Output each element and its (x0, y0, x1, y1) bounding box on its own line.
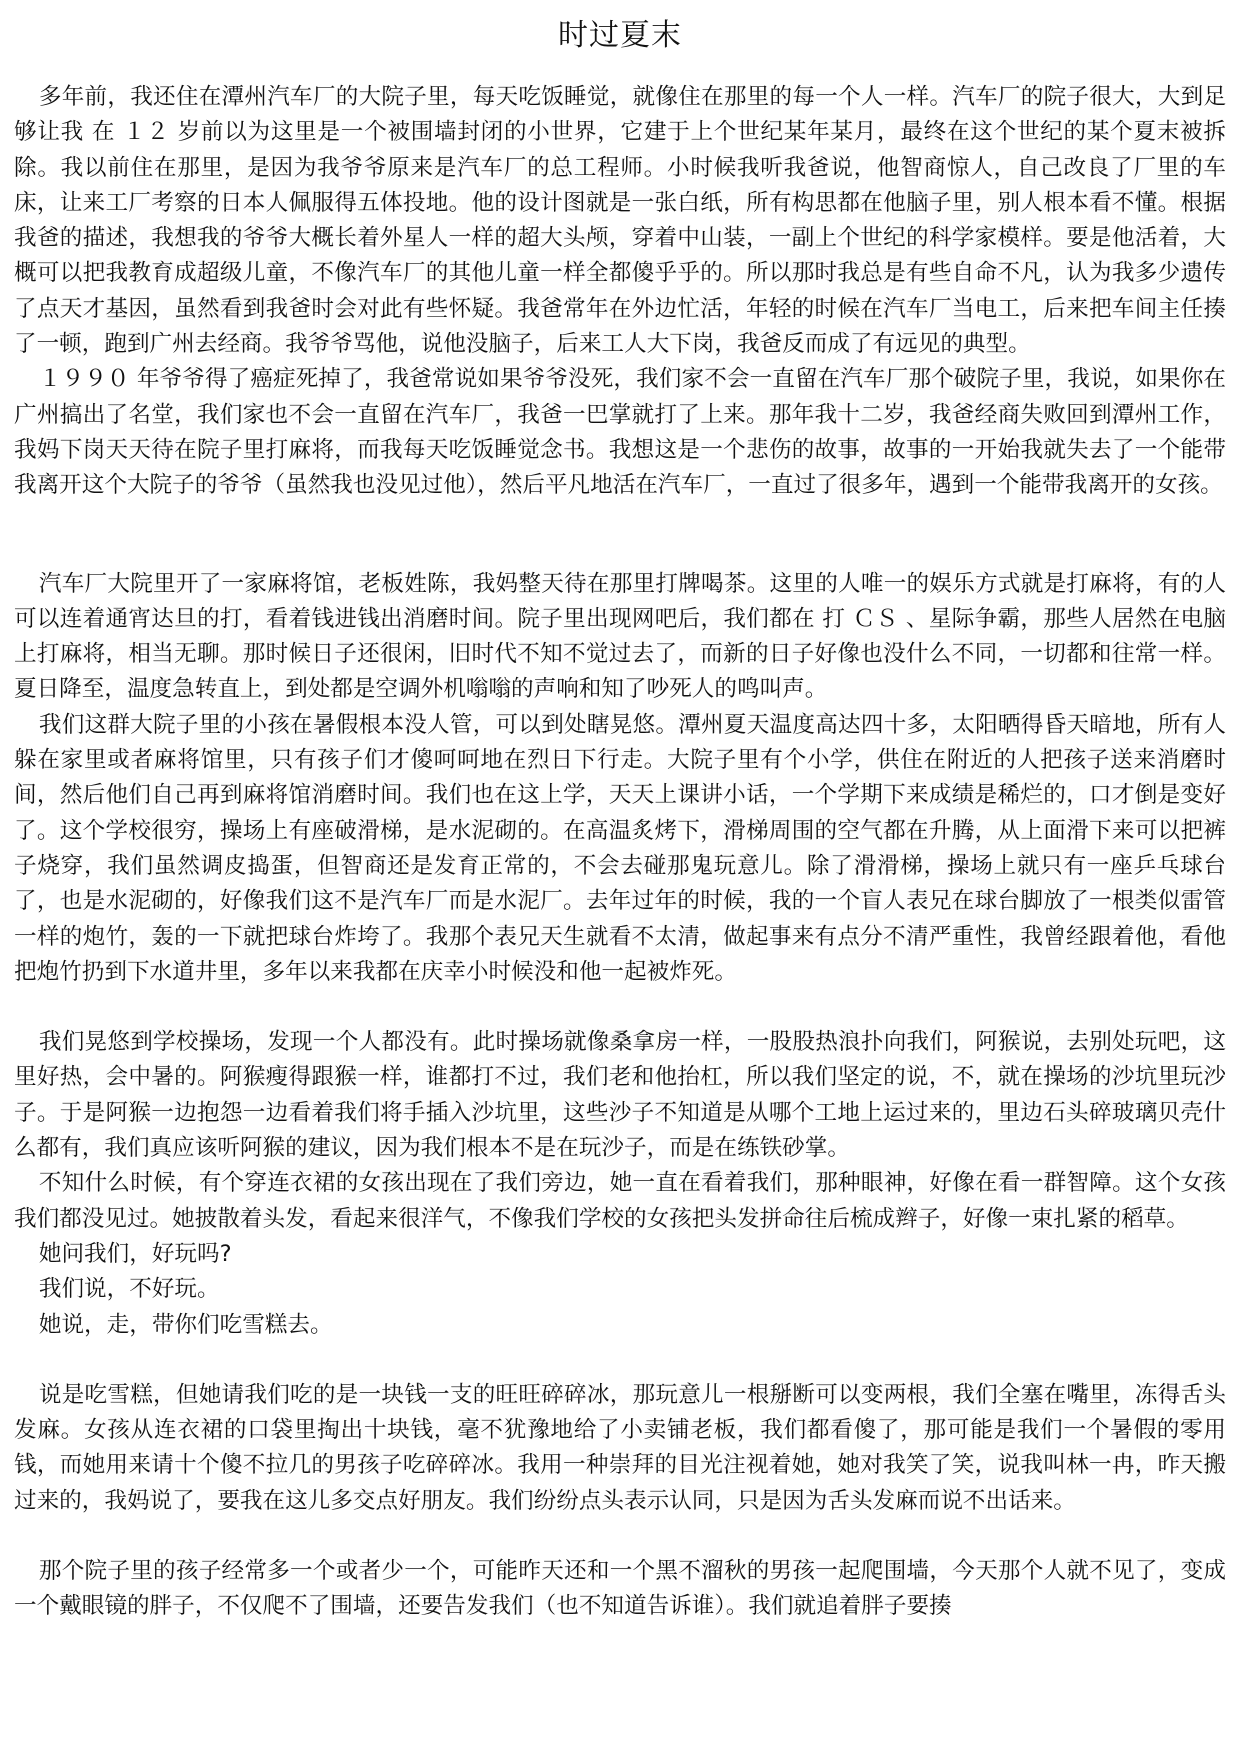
dialogue-line: 我们说，不好玩。 (38, 1276, 220, 1303)
paragraph: 多年前，我还住在潭州汽车厂的大院子里，每天吃饭睡觉，就像住在那里的每一个人一样。汽车厂的院子很大，大到足够让我 在 １２ 岁前以为这里是一个被围墙封闭的小世界，它建于上个世纪某年某月，最终在这个世纪的某个夏末被拆除。我以前住在那里，是因为我爷爷原来是汽车厂的总工程师。小时候我听我爸说，他智商惊人，自己改良了厂里的车床，让来工厂考察的日本人佩服得五体投地。他的设计图就是一张白纸，所有构思都在他脑子里，别人根本看不懂。根据我爸的描述，我想我的爷爷大概长着外星人一样的超大头颅，穿着中山装，一副上个世纪的科学家模样。要是他活着，大概可以把我教育成超级儿童，不像汽车厂的其他儿童一样全都傻乎乎的。所以那时我总是有些自命不凡，认为我多少遗传了点天才基因，虽然看到我爸时会对此有些怀疑。我爸常年在外边忙活，年轻的时候在汽车厂当电工，后来把车间主任揍了一顿，跑到广州去经商。我爷爷骂他，说他没脑子，后来工人大下岗，我爸反而成了有远见的典型。 (14, 84, 1226, 358)
body-text (14, 80, 1226, 1625)
document-page (14, 0, 1226, 1752)
dialogue-line: 她问我们，好玩吗? (38, 1240, 232, 1267)
paragraph: 那个院子里的孩子经常多一个或者少一个，可能昨天还和一个黑不溜秋的男孩一起爬围墙，今天那个人就不见了，变成一个戴眼镜的胖子，不仅爬不了围墙，还要告发我们（也不知道告诉谁）。我们就追着胖子要揍 (14, 1557, 1226, 1620)
paragraph: １９９０ 年爷爷得了癌症死掉了，我爸常说如果爷爷没死，我们家不会一直留在汽车厂那个破院子里，我说，如果你在广州搞出了名堂，我们家也不会一直留在汽车厂，我爸一巴掌就打了上来。那年我十二岁，我爸经商失败回到潭州工作，我妈下岗天天待在院子里打麻将，而我每天吃饭睡觉念书。我想这是一个悲伤的故事，故事的一开始我就失去了一个能带我离开这个大院子的爷爷（虽然我也没见过他），然后平凡地活在汽车厂，一直过了很多年，遇到一个能带我离开的女孩。 (14, 366, 1226, 499)
dialogue-line: 她说，走，带你们吃雪糕去。 (38, 1311, 333, 1338)
paragraph-gap (14, 990, 1226, 1025)
paragraph: 我们这群大院子里的小孩在暑假根本没人管，可以到处瞎晃悠。潭州夏天温度高达四十多，太阳晒得昏天暗地，所有人躲在家里或者麻将馆里，只有孩子们才傻呵呵地在烈日下行走。大院子里有个小学，供住在附近的人把孩子送来消磨时间，然后他们自己再到麻将馆消磨时间。我们也在这上学，天天上课讲小话，一个学期下来成绩是稀烂的，口才倒是变好了。这个学校很穷，操场上有座破滑梯，是水泥砌的。在高温炙烤下，滑梯周围的空气都在升腾，从上面滑下来可以把裤子烧穿，我们虽然调皮捣蛋，但智商还是发育正常的，不会去碰那鬼玩意儿。除了滑滑梯，操场上就只有一座乒乓球台了，也是水泥砌的，好像我们这不是汽车厂而是水泥厂。去年过年的时候，我的一个盲人表兄在球台脚放了一根类似雷管一样的炮竹，轰的一下就把球台炸垮了。我那个表兄天生就看不太清，做起事来有点分不清严重性，我曾经跟着他，看他把炮竹扔到下水道井里，多年以来我都在庆幸小时候没和他一起被炸死。 (14, 711, 1226, 985)
paragraph-gap (14, 1519, 1226, 1554)
section-break (14, 504, 1226, 567)
paragraph: 我们晃悠到学校操场，发现一个人都没有。此时操场就像桑拿房一样，一股股热浪扑向我们，阿猴说，去别处玩吧，这里好热，会中暑的。阿猴瘦得跟猴一样，谁都打不过，我们老和他抬杠，所以我们坚定的说，不，就在操场的沙坑里玩沙子。于是阿猴一边抱怨一边看着我们将手插入沙坑里，这些沙子不知道是从哪个工地上运过来的，里边石头碎玻璃贝壳什么都有，我们真应该听阿猴的建议，因为我们根本不是在玩沙子，而是在练铁砂掌。 (14, 1029, 1226, 1162)
paragraph-gap (14, 1343, 1226, 1378)
paragraph: 不知什么时候，有个穿连衣裙的女孩出现在了我们旁边，她一直在看着我们，那种眼神，好像在看一群智障。这个女孩我们都没见过。她披散着头发，看起来很洋气，不像我们学校的女孩把头发拼命往后梳成辫子，好像一束扎紧的稻草。 (14, 1170, 1226, 1232)
paragraph: 说是吃雪糕，但她请我们吃的是一块钱一支的旺旺碎碎冰，那玩意儿一根掰断可以变两根，我们全塞在嘴里，冻得舌头发麻。女孩从连衣裙的口袋里掏出十块钱，毫不犹豫地给了小卖铺老板，我们都看傻了，那可能是我们一个暑假的零用钱，而她用来请十个傻不拉几的男孩子吃碎碎冰。我用一种崇拜的目光注视着她，她对我笑了笑，说我叫林一冉，昨天搬过来的，我妈说了，要我在这儿多交点好朋友。我们纷纷点头表示认同，只是因为舌头发麻而说不出话来。 (14, 1381, 1226, 1514)
paragraph: 汽车厂大院里开了一家麻将馆，老板姓陈，我妈整天待在那里打牌喝茶。这里的人唯一的娱乐方式就是打麻将，有的人可以连着通宵达旦的打，看着钱进钱出消磨时间。院子里出现网吧后，我们都在 打 ＣＳ 、星际争霸，那些人居然在电脑上打麻将，相当无聊。那时候日子还很闲，旧时代不知不觉过去了，而新的日子好像也没什么不同，一切都和往常一样。夏日降至，温度急转直上，到处都是空调外机嗡嗡的声响和知了吵死人的鸣叫声。 (14, 570, 1226, 703)
page-title: 时过夏末 (558, 18, 682, 53)
